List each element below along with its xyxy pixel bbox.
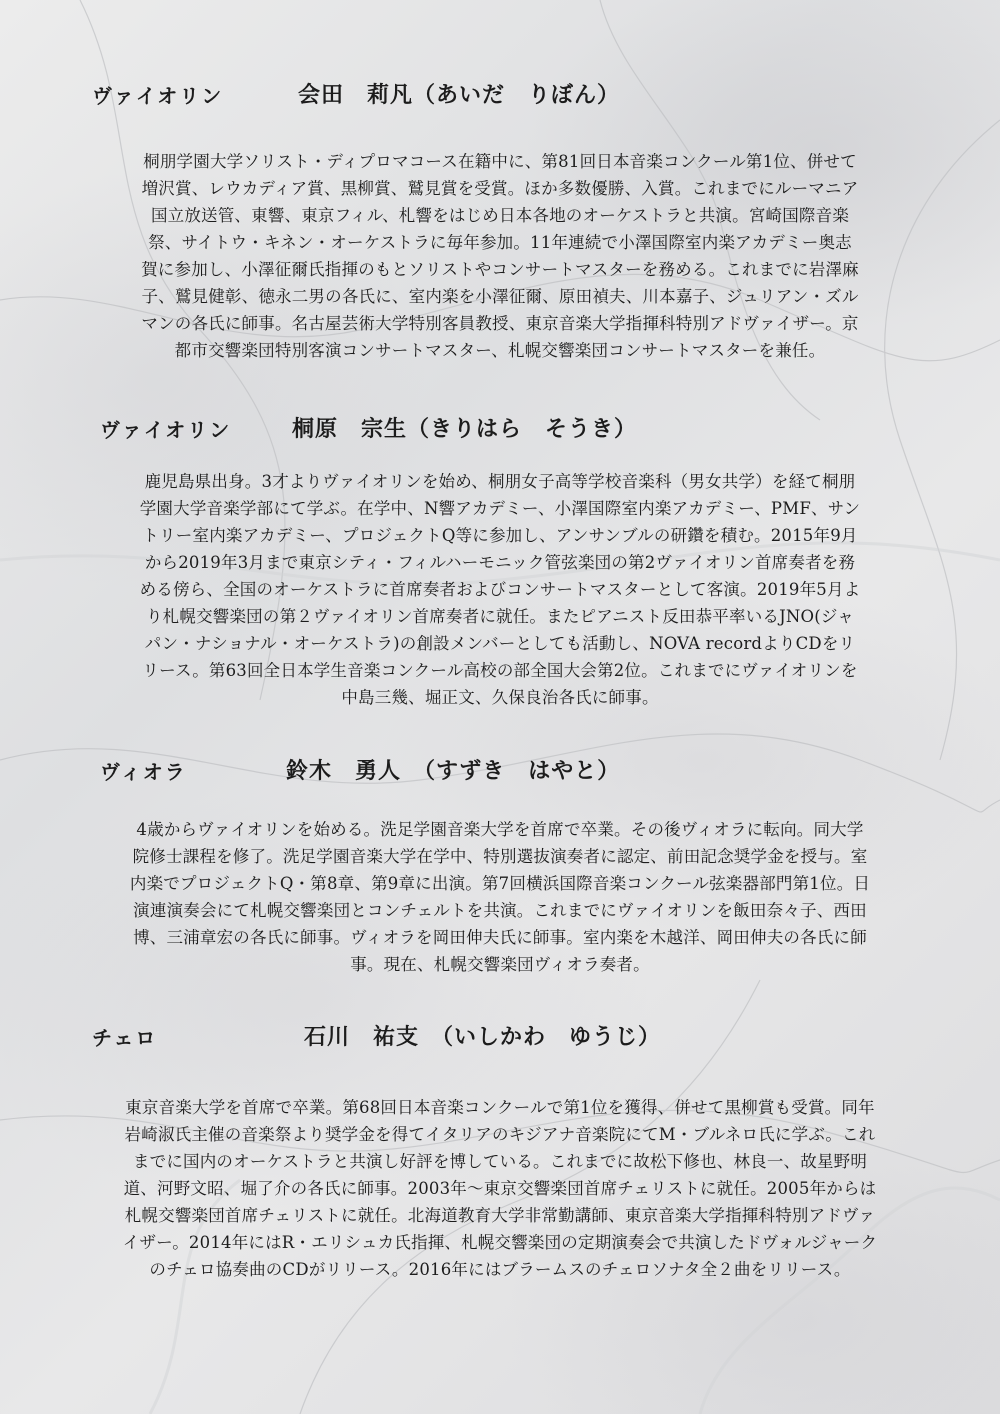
- bio-line: のチェロ協奏曲のCDがリリース。2016年にはブラームスのチェロソナタ全２曲をリリース。: [149, 1260, 851, 1279]
- performer-name: 鈴木 勇人 （すずき はやと）: [286, 758, 621, 784]
- bio-line: 岩崎淑氏主催の音楽祭より奨学金を得てイタリアのキジアナ音楽院にてM・ブルネロ氏に学ぶ。これ: [124, 1125, 876, 1144]
- profile-heading: [0, 74, 1000, 114]
- profile-section-kirihara: [0, 408, 1000, 707]
- performer-bio: [0, 816, 1000, 978]
- performer-name: 石川 祐支 （いしかわ ゆうじ）: [304, 1024, 662, 1050]
- profile-section-suzuki: [0, 750, 1000, 974]
- instrument-label: チェロ: [92, 1026, 158, 1050]
- bio-line: マンの各氏に師事。名古屋芸術大学特別客員教授、東京音楽大学指揮科特別アドヴァイザー。京: [141, 314, 859, 333]
- bio-line: 4歳からヴァイオリンを始める。洗足学園音楽大学を首席で卒業。その後ヴィオラに転向。同大学: [136, 820, 864, 839]
- bio-line: から2019年3月まで東京シティ・フィルハーモニック管弦楽団の第2ヴァイオリン首席奏者を務: [144, 553, 856, 572]
- bio-line: パン・ナショナル・オーケストラ)の創設メンバーとしても活動し、NOVA recordよりCDをリ: [144, 634, 856, 653]
- profile-section-aida: [0, 74, 1000, 360]
- bio-line: 演連演奏会にて札幌交響楽団とコンチェルトを共演。これまでにヴァイオリンを飯田奈々子、西田: [133, 901, 867, 920]
- bio-line: り札幌交響楽団の第２ヴァイオリン首席奏者に就任。またピアニスト反田恭平率いるJNO(ジャ: [145, 607, 854, 626]
- bio-line: 札幌交響楽団首席チェリストに就任。北海道教育大学非常勤講師、東京音楽大学指揮科特別アドヴァ: [124, 1206, 876, 1225]
- bio-line: までに国内のオーケストラと共演し好評を博している。これまでに故松下修也、林良一、故星野明: [132, 1152, 868, 1171]
- bio-line: 国立放送管、東響、東京フィル、札響をはじめ日本各地のオーケストラと共演。宮崎国際音楽: [150, 206, 850, 225]
- bio-line: 祭、サイトウ・キネン・オーケストラに毎年参加。11年連続で小澤国際室内楽アカデミー奥志: [148, 233, 852, 252]
- bio-line: 院修士課程を修了。洗足学園音楽大学在学中、特別選抜演奏者に認定、前田記念奨学金を授与。室: [132, 847, 868, 866]
- performer-bio: [0, 468, 1000, 711]
- bio-line: 内楽でプロジェクトQ・第8章、第9章に出演。第7回横浜国際音楽コンクール弦楽器部門第1位。日: [129, 874, 871, 893]
- bio-line: 都市交響楽団特別客演コンサートマスター、札幌交響楽団コンサートマスターを兼任。: [174, 341, 826, 360]
- bio-line: 中島三幾、堀正文、久保良治各氏に師事。: [341, 688, 659, 707]
- bio-line: 鹿児島県出身。3才よりヴァイオリンを始め、桐朋女子高等学校音楽科（男女共学）を経て桐朋: [144, 472, 856, 491]
- profile-heading: [0, 408, 1000, 448]
- profile-section-ishikawa: [0, 1016, 1000, 1279]
- bio-line: 事。現在、札幌交響楽団ヴィオラ奏者。: [350, 955, 650, 974]
- bio-line: 賀に参加し、小澤征爾氏指揮のもとソリストやコンサートマスターを務める。これまでに岩澤麻: [141, 260, 859, 279]
- bio-line: める傍ら、全国のオーケストラに首席奏者およびコンサートマスターとして客演。2019年5月よ: [139, 580, 861, 599]
- bio-line: 子、鷲見健彰、徳永二男の各氏に、室内楽を小澤征爾、原田禎夫、川本嘉子、ジュリアン・ズル: [141, 287, 859, 306]
- bio-line: 学園大学音楽学部にて学ぶ。在学中、N響アカデミー、小澤国際室内楽アカデミー、PMF、サン: [139, 499, 861, 518]
- performer-name: 桐原 宗生（きりはら そうき）: [292, 416, 638, 442]
- bio-line: 博、三浦章宏の各氏に師事。ヴィオラを岡田伸夫氏に師事。室内楽を木越洋、岡田伸夫の各氏に師: [133, 928, 867, 947]
- bio-line: 道、河野文昭、堀了介の各氏に師事。2003年～東京交響楽団首席チェリストに就任。2005年からは: [123, 1179, 877, 1198]
- profile-heading: [0, 750, 1000, 790]
- instrument-label: ヴァイオリン: [92, 84, 224, 108]
- bio-line: 桐朋学園大学ソリスト・ディプロマコース在籍中に、第81回日本音楽コンクール第1位、併せて: [143, 152, 857, 171]
- instrument-label: ヴィオラ: [100, 760, 187, 784]
- bio-line: 増沢賞、レウカディア賞、黒柳賞、鷲見賞を受賞。ほか多数優勝、入賞。これまでにルーマニア: [141, 179, 859, 198]
- performer-bio: [0, 1094, 1000, 1283]
- performer-bio: [0, 148, 1000, 364]
- bio-line: リース。第63回全日本学生音楽コンクール高校の部全国大会第2位。これまでにヴァイオリンを: [142, 661, 858, 680]
- profile-heading: [0, 1016, 1000, 1056]
- bio-line: 東京音楽大学を首席で卒業。第68回日本音楽コンクールで第1位を獲得、併せて黒柳賞も受賞。同年: [125, 1098, 875, 1117]
- performer-name: 会田 莉凡（あいだ りぼん）: [298, 82, 621, 108]
- bio-line: イザー。2014年にはR・エリシュカ氏指揮、札幌交響楽団の定期演奏会で共演したドヴォルジャーク: [122, 1233, 878, 1252]
- bio-line: トリー室内楽アカデミー、プロジェクトQ等に参加し、アンサンブルの研鑽を積む。2015年9月: [142, 526, 858, 545]
- instrument-label: ヴァイオリン: [100, 418, 232, 442]
